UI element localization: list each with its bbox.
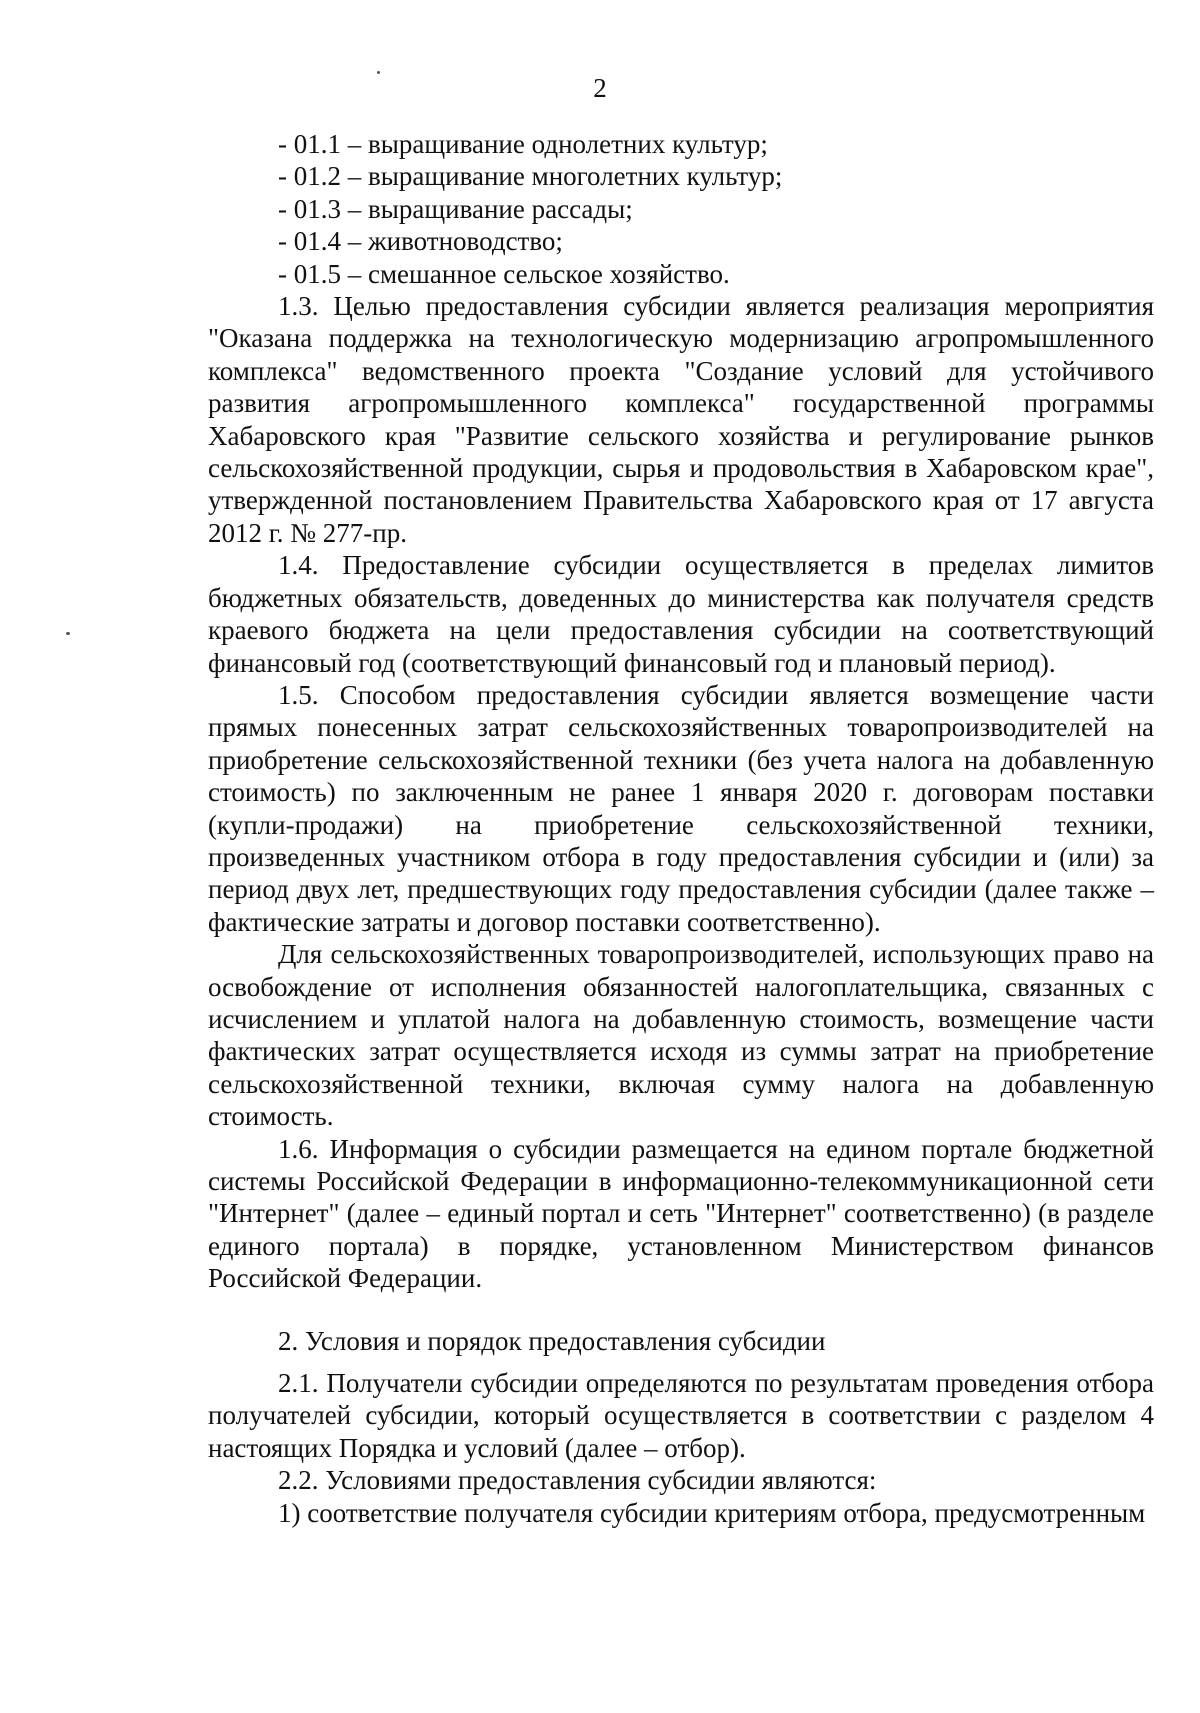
document-body — [208, 128, 1154, 1529]
page-number: 2 — [593, 73, 607, 103]
paragraph-2-2-item-1: 1) соответствие получателя субсидии критериям отбора, предусмотренным — [278, 1497, 1146, 1528]
paragraph-2-1: 2.1. Получатели субсидии определяются по результатам проведения отбора получателей субсидии, который осуществляется в соответствии с разделом 4 настоящих Порядка и условий (далее – отбор). — [208, 1368, 1154, 1463]
paragraph-1-4: 1.4. Предоставление субсидии осуществляется в пределах лимитов бюджетных обязательств, доведенных до министерства как получателя средств краевого бюджета на цели предоставления субсидии на соответствующий финансовый год (соответствующий финансовый год и плановый период). — [208, 550, 1154, 678]
section-heading: 2. Условия и порядок предоставления субсидии — [278, 1325, 826, 1356]
paragraph-1-6: 1.6. Информация о субсидии размещается на едином портале бюджетной системы Российской Федерации в информационно-телекоммуникационной сети "Интернет" (далее – единый портал и сеть "Интернет" соответственно) (в разделе единого портала) в порядке, установленном Министерством финансов Российской Федерации. — [208, 1133, 1154, 1294]
list-item: - 01.5 – смешанное сельское хозяйство. — [278, 258, 730, 289]
okved-list — [208, 128, 1154, 290]
list-item: - 01.2 – выращивание многолетних культур; — [278, 161, 783, 192]
paragraph-1-3: 1.3. Целью предоставления субсидии является реализация мероприятия "Оказана поддержка на технологическую модернизацию агропромышленного комплекса" ведомственного проекта "Создание условий для устойчивого развития агропромышленного комплекса" государственной программы Хабаровского края "Развитие сельского хозяйства и регулирование рынков сельскохозяйственной продукции, сырья и продовольствия в Хабаровском крае", утвержденной постановлением Правительства Хабаровского края от 17 августа 2012 г. № 277-пр. — [208, 291, 1154, 548]
list-item: - 01.3 – выращивание рассады; — [278, 193, 633, 224]
paragraph-2-2: 2.2. Условиями предоставления субсидии являются: — [278, 1465, 877, 1496]
list-item: - 01.1 – выращивание однолетних культур; — [278, 129, 768, 159]
paragraph-1-5: 1.5. Способом предоставления субсидии является возмещение части прямых понесенных затрат сельскохозяйственных товаропроизводителей на приобретение сельскохозяйственной техники (без учета налога на добавленную стоимость) по заключенным не ранее 1 января 2020 г. договорам поставки (купли-продажи) на приобретение сельскохозяйственной техники, произведенных участником отбора в году предоставления субсидии и (или) за период двух лет, предшествующих году предоставления субсидии (далее также – фактические затраты и договор поставки соответственно). — [208, 679, 1154, 937]
scan-speck — [66, 632, 70, 635]
paragraph-1-5-vat: Для сельскохозяйственных товаропроизводителей, использующих право на освобождение от исполнения обязанностей налогоплательщика, связанных с исчислением и уплатой налога на добавленную стоимость, возмещение части фактических затрат осуществляется исходя из суммы затрат на приобретение сельскохозяйственной техники, включая сумму налога на добавленную стоимость. — [208, 939, 1154, 1132]
list-item: - 01.4 – животноводство; — [278, 226, 563, 257]
